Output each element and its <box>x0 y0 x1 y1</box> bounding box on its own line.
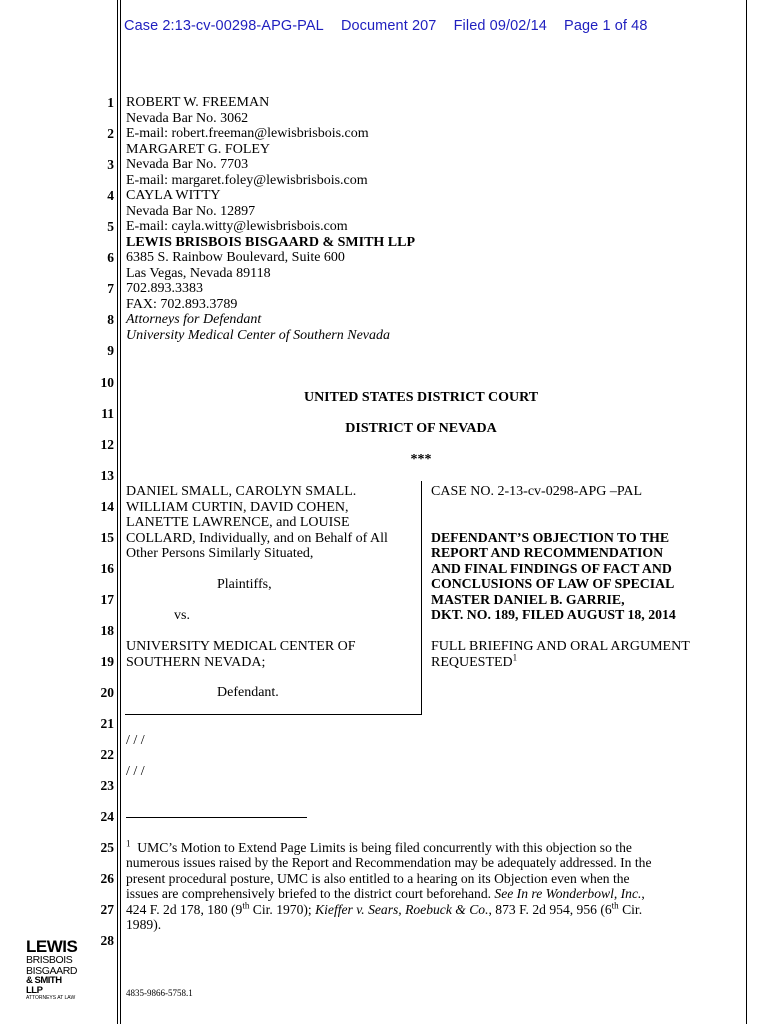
footnote-line <box>126 840 726 855</box>
briefing-line <box>431 651 690 671</box>
title-line: DEFENDANT’S OBJECTION TO THE <box>431 530 670 545</box>
line-number: 11 <box>101 406 114 421</box>
line-number: 15 <box>100 530 114 545</box>
logo-word: LEWIS <box>26 937 78 956</box>
line-number: 24 <box>100 809 114 824</box>
line-number: 9 <box>107 343 114 358</box>
footnote-separator <box>126 817 307 818</box>
caption-divider-horizontal <box>125 714 422 715</box>
briefing-request <box>431 639 690 670</box>
defendant-line: SOUTHERN NEVADA; <box>126 654 266 670</box>
case-citation: See In re Wonderbowl, Inc. <box>494 886 642 902</box>
header-case: Case 2:13-cv-00298-APG-PAL <box>124 18 324 34</box>
line-number: 4 <box>107 188 114 203</box>
ordinal-suffix: th <box>242 900 250 911</box>
footnote-line: numerous issues raised by the Report and Recommendation may be adequately addressed. In the <box>126 855 652 871</box>
line-number: 17 <box>100 592 114 607</box>
title-line: CONCLUSIONS OF LAW OF SPECIAL <box>431 576 675 592</box>
footnote-reference: 1 <box>512 651 518 662</box>
document-title <box>431 530 676 622</box>
continuation-slashes: / / / <box>126 764 145 779</box>
plaintiffs-label: Plaintiffs, <box>217 577 272 592</box>
counsel-line: Nevada Bar No. 7703 <box>126 157 249 172</box>
footnote-text: Cir. 1970); <box>249 901 316 917</box>
left-margin-rule-outer <box>117 0 118 1024</box>
logo-word: BRISBOIS <box>26 954 73 966</box>
footnote-text: , 873 F. 2d 954, 956 (6 <box>488 901 612 917</box>
line-number: 6 <box>107 250 114 265</box>
line-number: 23 <box>100 778 114 793</box>
line-number: 13 <box>100 468 114 483</box>
footnote-text: UMC’s Motion to Extend Page Limits is being filed concurrently with this objection so the <box>137 840 632 855</box>
counsel-line: E-mail: margaret.foley@lewisbrisbois.com <box>126 172 368 188</box>
footnote-text: issues are comprehensively briefed to the district court beforehand. <box>126 886 495 902</box>
line-number: 2 <box>107 126 114 141</box>
footnote-line <box>126 902 726 917</box>
line-number: 25 <box>100 840 114 855</box>
line-number: 16 <box>100 561 114 576</box>
logo-tagline: ATTORNEYS AT LAW <box>26 995 76 1001</box>
header-document: Document 207 <box>340 18 437 34</box>
line-number: 7 <box>107 281 114 296</box>
versus: vs. <box>174 608 190 623</box>
case-number: CASE NO. 2-13-cv-0298-APG –PAL <box>431 484 643 499</box>
counsel-line: E-mail: robert.freeman@lewisbrisbois.com <box>126 126 369 141</box>
plaintiffs-line: WILLIAM CURTIN, DAVID COHEN, <box>126 499 349 515</box>
footnote-line: present procedural posture, UMC is also entitled to a hearing on its Objection even when the <box>126 870 630 886</box>
line-number: 5 <box>107 219 114 234</box>
caption-divider-vertical <box>421 481 422 715</box>
counsel-line: ROBERT W. FREEMAN <box>126 95 270 110</box>
line-number: 1 <box>107 95 114 110</box>
line-number: 21 <box>100 716 114 731</box>
title-line: AND FINAL FINDINGS OF FACT AND <box>431 560 672 576</box>
counsel-line: Nevada Bar No. 3062 <box>126 110 249 126</box>
plaintiffs-line: COLLARD, Individually, and on Behalf of All <box>126 530 388 546</box>
counsel-line: Nevada Bar No. 12897 <box>126 203 256 219</box>
line-number: 28 <box>100 933 114 948</box>
footnote-text: Cir. <box>618 901 643 917</box>
counsel-line: 6385 S. Rainbow Boulevard, Suite 600 <box>126 250 345 265</box>
logo-word: BISGAARD <box>26 964 78 977</box>
plaintiffs-line: Other Persons Similarly Situated, <box>126 546 314 561</box>
line-number: 10 <box>100 375 114 390</box>
line-number: 8 <box>107 312 114 327</box>
line-number: 22 <box>100 747 114 762</box>
counsel-line: E-mail: cayla.witty@lewisbrisbois.com <box>126 219 348 234</box>
court-district: DISTRICT OF NEVADA <box>345 421 497 436</box>
counsel-line: 702.893.3383 <box>126 281 203 296</box>
footnote-line <box>126 886 726 901</box>
counsel-line: FAX: 702.893.3789 <box>126 296 238 312</box>
court-separator: *** <box>410 452 432 467</box>
firm-name: LEWIS BRISBOIS BISGAARD & SMITH LLP <box>126 234 416 250</box>
case-citation: Kieffer v. Sears, Roebuck & Co. <box>315 901 489 917</box>
line-number: 14 <box>100 499 114 514</box>
plaintiffs-line: LANETTE LAWRENCE, and LOUISE <box>126 515 350 530</box>
counsel-line: MARGARET G. FOLEY <box>126 141 271 157</box>
plaintiffs-line: DANIEL SMALL, CAROLYN SMALL. <box>126 484 357 499</box>
footnote-text: , <box>641 886 645 902</box>
line-number: 3 <box>107 157 114 172</box>
briefing-line: FULL BRIEFING AND ORAL ARGUMENT <box>431 639 690 654</box>
counsel-line: Las Vegas, Nevada 89118 <box>126 265 271 281</box>
title-line: DKT. NO. 189, FILED AUGUST 18, 2014 <box>431 607 676 623</box>
header-page: Page 1 of 48 <box>564 18 648 34</box>
footnote-line: 1989). <box>126 917 162 933</box>
logo-word: & SMITH LLP <box>26 975 62 996</box>
line-number: 12 <box>100 437 114 452</box>
continuation-slashes: / / / <box>126 733 145 748</box>
line-number: 27 <box>100 902 114 917</box>
briefing-line-text: REQUESTED <box>431 654 513 670</box>
counsel-line: Attorneys for Defendant <box>126 312 262 327</box>
title-line: REPORT AND RECOMMENDATION <box>431 545 664 561</box>
document-id: 4835-9866-5758.1 <box>126 988 193 998</box>
ordinal-suffix: th <box>611 900 619 911</box>
counsel-line: University Medical Center of Southern Nevada <box>126 327 390 343</box>
counsel-line: CAYLA WITTY <box>126 188 221 203</box>
line-number: 18 <box>100 623 114 638</box>
title-line: MASTER DANIEL B. GARRIE, <box>431 591 625 607</box>
line-number: 19 <box>100 654 114 669</box>
line-number: 20 <box>100 685 114 700</box>
right-margin-rule <box>746 0 747 1024</box>
footnote <box>126 840 726 932</box>
case-header <box>124 18 660 34</box>
header-filed: Filed 09/02/14 <box>453 18 547 34</box>
defendant-label: Defendant. <box>217 685 279 700</box>
court-name: UNITED STATES DISTRICT COURT <box>303 390 539 405</box>
footnote-text: 424 F. 2d 178, 180 (9 <box>126 901 243 917</box>
firm-logo <box>26 938 76 1001</box>
footnote-mark: 1 <box>126 838 131 849</box>
defendant-line: UNIVERSITY MEDICAL CENTER OF <box>126 639 356 654</box>
line-number: 26 <box>100 871 114 886</box>
left-margin-rule-inner <box>120 0 121 1024</box>
